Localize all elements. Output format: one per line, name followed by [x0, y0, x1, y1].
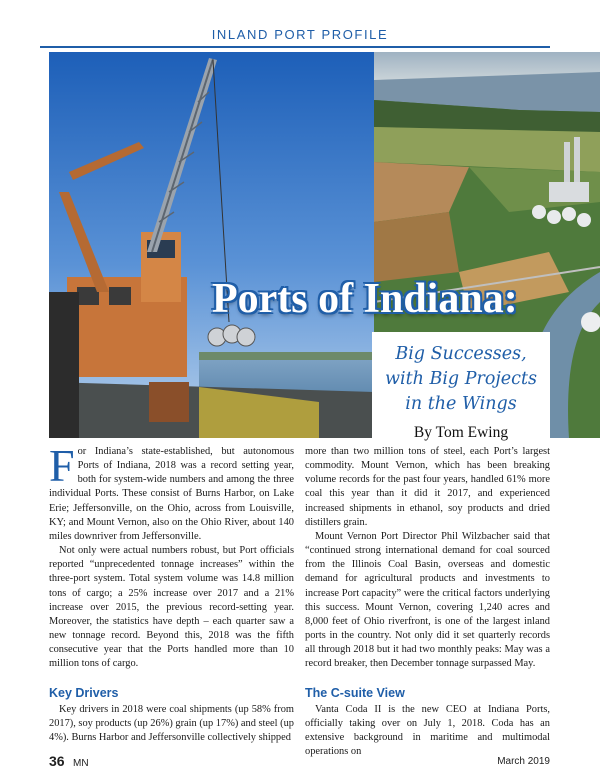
crane-photo [49, 52, 374, 438]
issue-date: March 2019 [497, 756, 550, 767]
byline: By Tom Ewing [413, 424, 509, 441]
paragraph-intro [49, 440, 294, 544]
subtitle-line-1: Big Successes, [395, 344, 527, 364]
paragraph-3: Key drivers in 2018 were coal shipments (up 58% from 2017), soy products (up 26%) grain (up 17%) and steel (up 4%). Burns Harbor and Jeffersonville collectively shipped [49, 703, 294, 743]
drop-cap: F [49, 440, 75, 491]
headline: Ports of Indiana: [212, 276, 518, 322]
intro-text: or Indiana’s state-established, but autonomous Ports of Indiana, 2018 was a record setting year, both for system-wide numbers and among the three individual Ports. These consist of Burns Harbor, on Lake Erie; Jeffersonville, on the Ohio, across from Louisville, KY; and Mount Vernon, also on the Ohio River, about 140 miles downriver from Jeffersonville. [49, 446, 294, 542]
paragraph-6: Vanta Coda II is the new CEO at Indiana Ports, officially taking over on July 1, 2018. Coda has an extensive background in maritime and multimodal operations on [305, 703, 550, 758]
heading-key-drivers: Key Drivers [49, 685, 119, 700]
column-left [49, 440, 294, 745]
subtitle-line-3: in the Wings [405, 394, 517, 414]
page-footer [49, 753, 550, 771]
paragraph-4: more than two million tons of steel, each Port’s largest commodity. Mount Vernon, which has been breaking volume records for the past four years, handled 61% more coal this year than it did it 2017, and experienced increased shipments in ethanol, soy products and dried distillers grain. [305, 446, 550, 528]
paragraph-2: Not only were actual numbers robust, but Port officials reported “unprecedented tonnage increases” within the three-port system. Total system volume was 14.8 million tons of cargo; a 25% increase over 2017 and a 21% increase over 2015, the previous record-setting year. Moreover, the statistics have depth – each quarter saw a new tonnage record. Beyond this, 2018 was the fifth consecutive year that the Ports handled more than 10 million tons of cargo. [49, 545, 294, 670]
section-label: INLAND PORT PROFILE [211, 27, 389, 42]
section-rule [40, 46, 550, 48]
paragraph-5: Mount Vernon Port Director Phil Wilzbacher said that “continued strong international demand for coal sourced from the Illinois Coal Basin, overseas and domestic demand for agricultural products and investments to increase Port capacity” were the critical factors underlying this success. Mount Vernon, covering 1,240 acres and 8,000 feet of Ohio riverfront, is one of the largest inland ports in the country. Not only did it set quarterly records all through 2018 but it had two monthly peaks: May was a record breaker, then December tonnage surpassed May. [305, 530, 550, 670]
subtitle [372, 342, 550, 417]
heading-c-suite: The C-suite View [305, 685, 405, 700]
publication-name: MN [73, 758, 89, 769]
column-right [305, 445, 550, 759]
page-number: 36 [49, 753, 65, 769]
subtitle-line-2: with Big Projects [385, 369, 537, 389]
